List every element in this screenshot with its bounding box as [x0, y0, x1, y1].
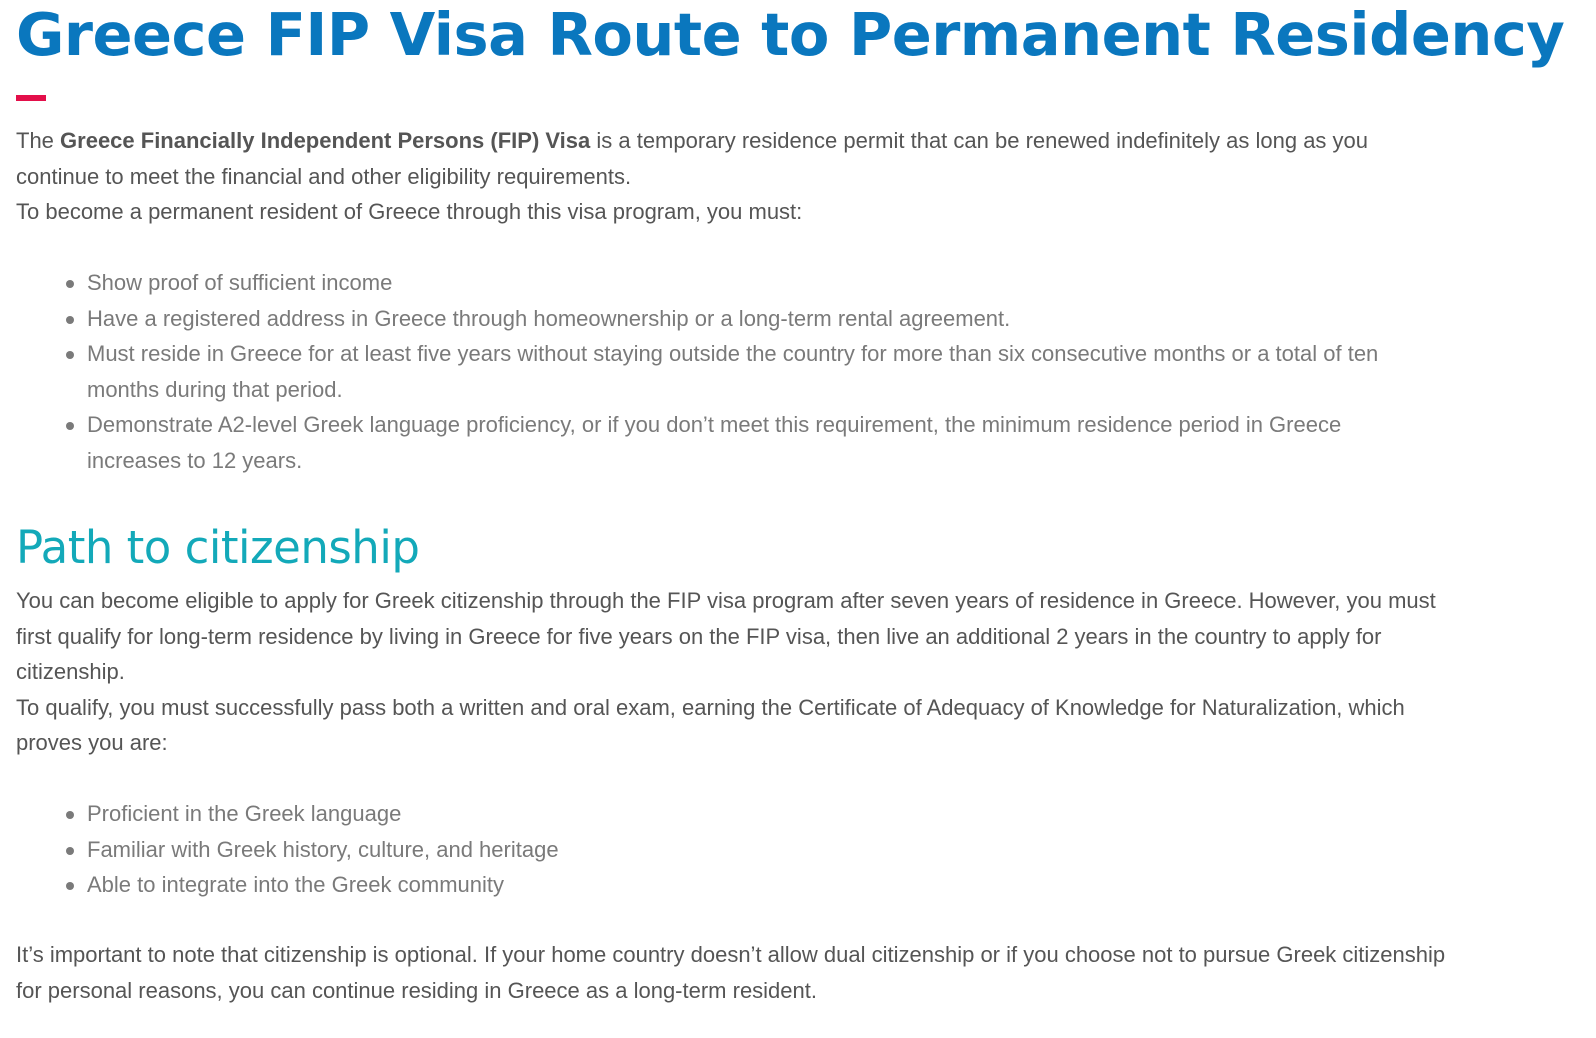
citizenship-criterion-item-text: Able to integrate into the Greek community	[87, 872, 504, 897]
bullet-dot	[66, 280, 74, 288]
bullet-dot	[66, 316, 74, 324]
citizenship-section	[16, 583, 1456, 761]
citizenship-criteria-list	[16, 796, 1432, 903]
citizenship-criterion-item-text: Familiar with Greek history, culture, and heritage	[87, 836, 559, 862]
citizenship-paragraph: You can become eligible to apply for Greek citizenship through the FIP visa program after seven years of residence in Greece. However, you must first qualify for long-term residence by living in Greece for five years on the FIP visa, then live an additional 2 years in the country to apply for citizenship.	[16, 588, 1436, 684]
citizenship-criterion-item	[16, 867, 1432, 903]
citizenship-criterion-item-text: Proficient in the Greek language	[87, 801, 402, 826]
intro-section	[16, 123, 1456, 230]
intro-prefix: The	[16, 128, 61, 153]
bullet-dot	[66, 882, 74, 890]
bullet-dot	[66, 847, 74, 855]
bullet-dot	[66, 811, 74, 819]
intro-paragraph	[16, 123, 1456, 194]
pr-requirement-item	[16, 407, 1432, 478]
intro-lead-in: To become a permanent resident of Greece through this visa program, you must:	[16, 199, 803, 224]
page-title: Greece FIP Visa Route to Permanent Residency	[16, 0, 1565, 69]
note-section	[16, 937, 1456, 1008]
pr-requirements-list	[16, 265, 1432, 478]
citizenship-note: It’s important to note that citizenship is optional. If your home country doesn’t allow dual citizenship or if you choose not to pursue Greek citizenship for personal reasons, you can continue residing in Greece as a long-term resident.	[16, 942, 1446, 1003]
citizenship-criterion-item	[16, 796, 1432, 832]
intro-suffix: is a temporary residence permit that can be renewed indefinitely as long as you continue to meet the financial and other eligibility requirements.	[16, 128, 1369, 189]
bullet-dot	[66, 351, 74, 359]
title-accent-bar	[16, 95, 46, 101]
pr-requirement-item	[16, 301, 1432, 337]
pr-requirement-item-text: Demonstrate A2-level Greek language proficiency, or if you don’t meet this requirement, the minimum residence period in Greece increases to 12 years.	[87, 412, 1342, 473]
pr-requirement-item-text: Must reside in Greece for at least five years without staying outside the country for more than six consecutive months or a total of ten months during that period.	[87, 341, 1379, 402]
citizenship-exam-paragraph: To qualify, you must successfully pass both a written and oral exam, earning the Certificate of Adequacy of Knowledge for Naturalization, which proves you are:	[16, 694, 1405, 755]
citizenship-heading: Path to citizenship	[16, 521, 420, 574]
pr-requirement-item	[16, 336, 1432, 407]
citizenship-criterion-item	[16, 832, 1432, 868]
bullet-dot	[66, 422, 74, 430]
fip-visa-name: Greece Financially Independent Persons (FIP) Visa	[60, 128, 591, 153]
pr-requirement-item-text: Show proof of sufficient income	[87, 270, 393, 295]
pr-requirement-item	[16, 265, 1432, 301]
pr-requirement-item-text: Have a registered address in Greece through homeownership or a long-term rental agreement.	[87, 305, 1011, 331]
